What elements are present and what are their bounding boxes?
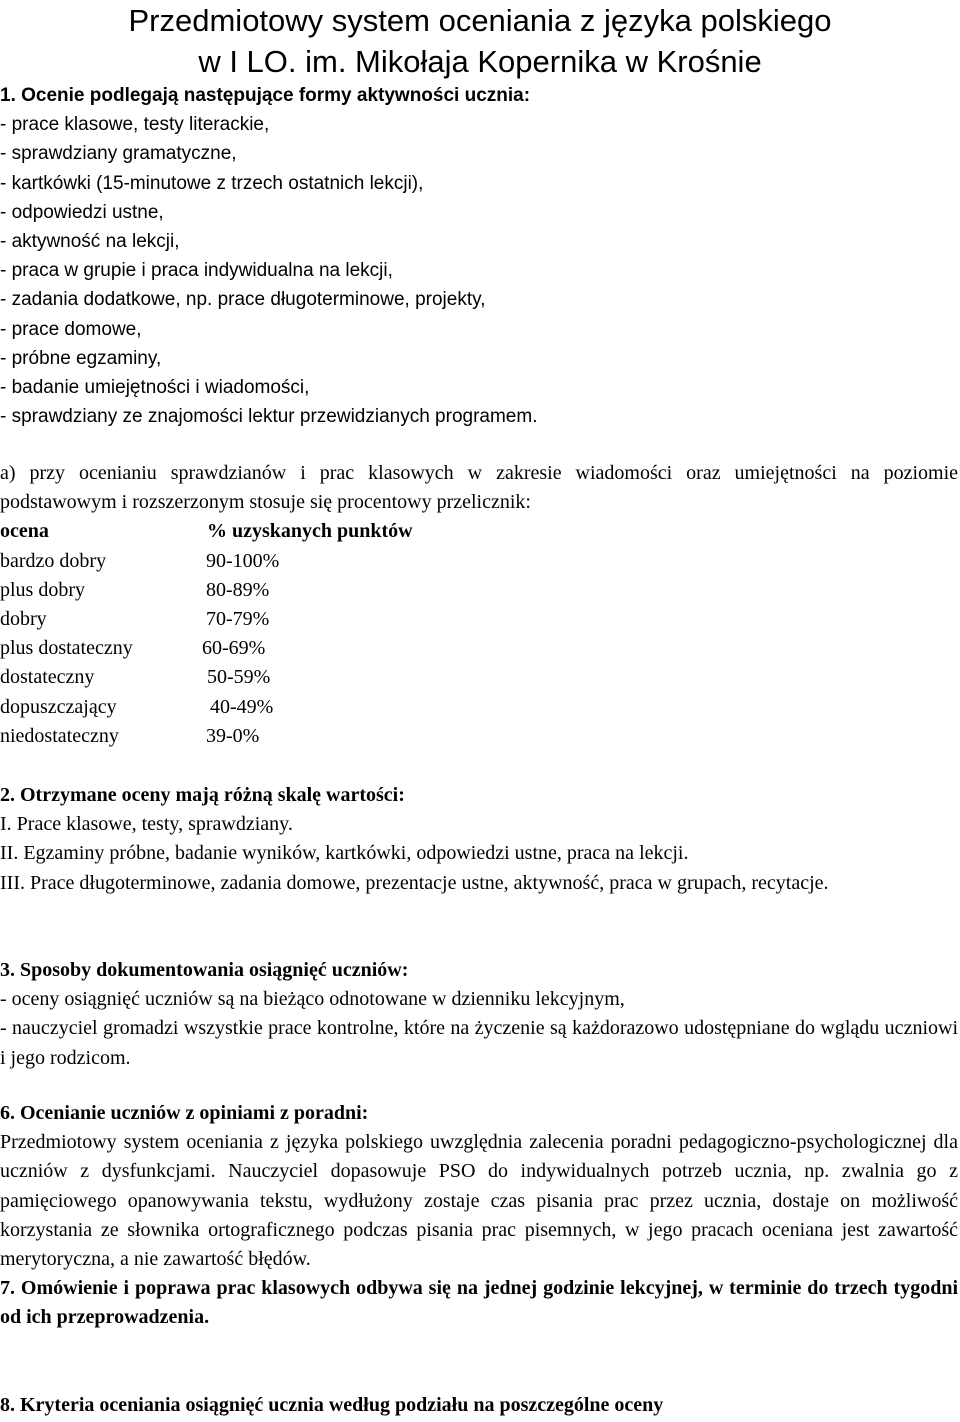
section-7: 7. Omówienie i poprawa prac klasowych odbywa się na jednej godzinie lekcyjnej, w terminie do trzech tygodni od ich przeprowadzenia. bbox=[0, 1277, 958, 1329]
grading-header bbox=[0, 517, 958, 546]
list-item: - oceny osiągnięć uczniów są na bieżąco odnotowane w dzienniku lekcyjnym, bbox=[0, 988, 625, 1011]
grade-row bbox=[0, 576, 958, 605]
grade-row bbox=[0, 722, 958, 751]
grade-name: bardzo dobry bbox=[0, 549, 107, 572]
grade-row bbox=[0, 663, 958, 692]
grade-range: 39-0% bbox=[206, 724, 260, 747]
list-item: - prace domowe, bbox=[0, 318, 142, 340]
section-2-number: 2. bbox=[0, 784, 15, 806]
section-3-heading bbox=[0, 956, 958, 985]
list-item: - kartkówki (15-minutowe z trzech ostatnich lekcji), bbox=[0, 172, 424, 194]
list-item: - sprawdziany ze znajomości lektur przewidzianych programem. bbox=[0, 406, 538, 428]
list-item: - odpowiedzi ustne, bbox=[0, 201, 164, 223]
grade-name: plus dostateczny bbox=[0, 637, 133, 660]
grade-name: dopuszczający bbox=[0, 695, 117, 718]
document-title bbox=[0, 0, 960, 82]
grade-range: 80-89% bbox=[206, 578, 270, 601]
grading-intro: a) przy ocenianiu sprawdzianów i prac klasowych w zakresie wiadomości oraz umiejętności na poziomie podstawowym i rozszerzonym stosuje się procentowy przelicznik: bbox=[0, 462, 958, 514]
section-2-heading bbox=[0, 781, 958, 810]
grade-range: 60-69% bbox=[202, 637, 266, 660]
list-item: III. Prace długoterminowe, zadania domowe, prezentacje ustne, aktywność, praca w grupach, recytacje. bbox=[0, 871, 829, 894]
grade-range: 40-49% bbox=[210, 695, 274, 718]
percent-column-header: % uzyskanych punktów bbox=[207, 520, 413, 543]
section-8-heading bbox=[0, 1391, 958, 1420]
grade-name: niedostateczny bbox=[0, 724, 119, 747]
list-item: - badanie umiejętności i wiadomości, bbox=[0, 377, 310, 399]
grade-name: dostateczny bbox=[0, 666, 95, 689]
grade-row bbox=[0, 605, 958, 634]
title-line-1: Przedmiotowy system oceniania z języka polskiego bbox=[128, 3, 832, 38]
list-item: - praca w grupie i praca indywidualna na lekcji, bbox=[0, 260, 393, 282]
list-item: - próbne egzaminy, bbox=[0, 347, 162, 369]
section-6-number: 6. bbox=[0, 1102, 15, 1124]
section-8-title: Kryteria oceniania osiągnięć ucznia według podziału na poszczególne oceny bbox=[20, 1394, 664, 1416]
list-item: - prace klasowe, testy literackie, bbox=[0, 114, 270, 136]
title-line-2: w I LO. im. Mikołaja Kopernika w Krośnie bbox=[198, 44, 762, 79]
list-item: - nauczyciel gromadzi wszystkie prace kontrolne, które na życzenie są każdorazowo udostępniane do wglądu uczniowi i jego rodzicom. bbox=[0, 1017, 958, 1069]
grade-row bbox=[0, 634, 958, 663]
section-8 bbox=[0, 1391, 958, 1420]
grade-row bbox=[0, 547, 958, 576]
section-6-title: Ocenianie uczniów z opiniami z poradni: bbox=[20, 1102, 369, 1124]
list-item: - sprawdziany gramatyczne, bbox=[0, 143, 237, 165]
list-item: I. Prace klasowe, testy, sprawdziany. bbox=[0, 813, 293, 836]
section-8-number: 8. bbox=[0, 1394, 15, 1416]
section-6 bbox=[0, 1099, 958, 1333]
section-2 bbox=[0, 781, 958, 898]
section-6-heading bbox=[0, 1099, 958, 1128]
grade-column-header: ocena bbox=[0, 520, 49, 543]
list-item: - aktywność na lekcji, bbox=[0, 231, 180, 253]
section-3-title: Sposoby dokumentowania osiągnięć uczniów: bbox=[20, 959, 409, 981]
grade-range: 50-59% bbox=[207, 666, 271, 689]
grade-name: dobry bbox=[0, 608, 47, 631]
section-6-body: Przedmiotowy system oceniania z języka polskiego uwzględnia zalecenia poradni pedagogiczno-psychologicznej dla uczniów z dysfunkcjami. Nauczyciel dopasowuje PSO do indywidualnych potrzeb ucznia, np. zwalnia go z pamięciowego opanowywania tekstu, wydłużony zostaje czas pisania prac przez ucznia, dostaje on możliwość korzystania ze słownika ortograficznego podczas pisania prac pisemnych, w jego pracach oceniana jest zawartość merytoryczna, a nie zawartość błędów. bbox=[0, 1131, 958, 1271]
grade-name: plus dobry bbox=[0, 578, 85, 601]
list-item: - zadania dodatkowe, np. prace długoterminowe, projekty, bbox=[0, 289, 486, 311]
section-2-title: Otrzymane oceny mają różną skalę wartości: bbox=[20, 784, 405, 806]
grade-range: 90-100% bbox=[206, 549, 280, 572]
section-3 bbox=[0, 956, 958, 1073]
list-item: II. Egzaminy próbne, badanie wyników, kartkówki, odpowiedzi ustne, praca na lekcji. bbox=[0, 842, 689, 865]
grade-range: 70-79% bbox=[206, 608, 270, 631]
grading-section bbox=[0, 459, 958, 751]
section-1-heading: 1. Ocenie podlegają następujące formy aktywności ucznia: bbox=[0, 85, 531, 106]
grade-row bbox=[0, 693, 958, 722]
section-3-number: 3. bbox=[0, 959, 15, 981]
section-1 bbox=[0, 81, 958, 431]
